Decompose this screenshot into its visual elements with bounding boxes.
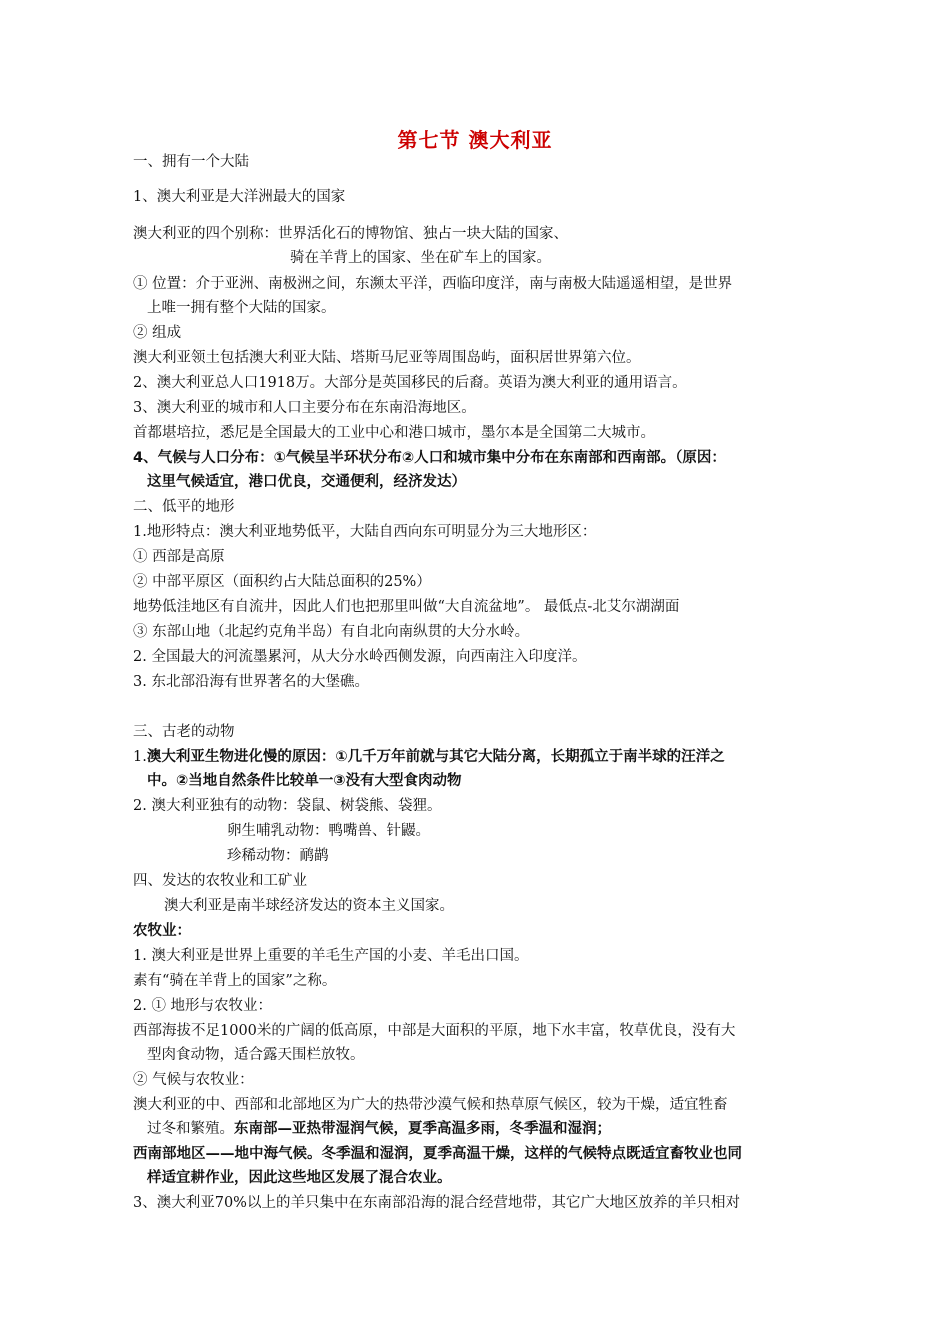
- text-line: 1、澳大利亚是大洋洲最大的国家: [133, 189, 346, 205]
- section-heading-1: 一、拥有一个大陆: [133, 154, 249, 170]
- text-line: 澳大利亚的四个别称：世界活化石的博物馆、独占一块大陆的国家、: [133, 226, 568, 242]
- text-line: 2. 全国最大的河流墨累河，从大分水岭西侧发源，向西南注入印度洋。: [133, 649, 587, 665]
- text-line: ② 气候与农牧业：: [133, 1072, 254, 1088]
- text-line: ② 中部平原区（面积约占大陆总面积的25%）: [133, 574, 431, 590]
- list-number: 1.: [133, 749, 147, 765]
- text-line: 3、澳大利亚70%以上的羊只集中在东南部沿海的混合经营地带，其它广大地区放养的羊只相对: [133, 1195, 740, 1211]
- bold-text-line: 样适宜耕作业，因此这些地区发展了混合农业。: [147, 1170, 452, 1186]
- text-line: ① 位置：介于亚洲、南极洲之间，东濒太平洋，西临印度洋，南与南极大陆遥遥相望，是世界: [133, 276, 733, 292]
- text-line: 2. ① 地形与农牧业：: [133, 998, 273, 1014]
- bold-text-line: 这里气候适宜，港口优良，交通便利，经济发达）: [147, 474, 466, 490]
- text-line: 3. 东北部沿海有世界著名的大堡礁。: [133, 674, 369, 690]
- text-line: 澳大利亚的中、西部和北部地区为广大的热带沙漠气候和热草原气候区，较为干燥，适宜牲畜: [133, 1097, 728, 1113]
- text-line: 骑在羊背上的国家、坐在矿车上的国家。: [290, 250, 551, 266]
- text-line: 1.地形特点：澳大利亚地势低平，大陆自西向东可明显分为三大地形区：: [133, 524, 597, 540]
- text-line: 地势低洼地区有自流井，因此人们也把那里叫做“大自流盆地”。 最低点-北艾尔湖湖面: [133, 599, 680, 615]
- text-line: 型肉食动物，适合露天围栏放牧。: [147, 1047, 365, 1063]
- text-line: 卵生哺乳动物：鸭嘴兽、针鼹。: [227, 823, 430, 839]
- text-line: 澳大利亚是南半球经济发达的资本主义国家。: [164, 898, 454, 914]
- page-title: 第七节 澳大利亚: [397, 128, 553, 152]
- text-line: ① 西部是高原: [133, 549, 225, 565]
- section-heading-2: 二、低平的地形: [133, 499, 235, 515]
- text-line: 3、澳大利亚的城市和人口主要分布在东南沿海地区。: [133, 400, 476, 416]
- section-heading-4: 四、发达的农牧业和工矿业: [133, 873, 307, 889]
- text-line: 上唯一拥有整个大陆的国家。: [147, 300, 336, 316]
- bold-text: 澳大利亚生物进化慢的原因：①几千万年前就与其它大陆分离，长期孤立于南半球的汪洋之: [146, 749, 725, 765]
- bold-text-line: 西南部地区——地中海气候。冬季温和湿润，夏季高温干燥，这样的气候特点既适宜畜牧业也同: [133, 1146, 742, 1162]
- text-line: 西部海拔不足1000米的广阔的低高原，中部是大面积的平原，地下水丰富，牧草优良，没有大: [133, 1023, 736, 1039]
- bold-subheading: 农牧业：: [133, 923, 191, 939]
- text-line: [133, 1117, 843, 1141]
- bold-text: 东南部—亚热带湿润气候，夏季高温多雨，冬季温和湿润；: [234, 1121, 611, 1137]
- text-line: 2、澳大利亚总人口1918万。大部分是英国移民的后裔。英语为澳大利亚的通用语言。: [133, 375, 687, 391]
- text-line: 素有“骑在羊背上的国家”之称。: [133, 973, 337, 989]
- section-heading-3: 三、古老的动物: [133, 724, 235, 740]
- text-line: 2. 澳大利亚独有的动物：袋鼠、树袋熊、袋狸。: [133, 798, 442, 814]
- text-line: 首都堪培拉，悉尼是全国最大的工业中心和港口城市，墨尔本是全国第二大城市。: [133, 425, 655, 441]
- text-line: ② 组成: [133, 325, 182, 341]
- text-line: [133, 745, 843, 769]
- text-line: 澳大利亚领土包括澳大利亚大陆、塔斯马尼亚等周围岛屿，面积居世界第六位。: [133, 350, 641, 366]
- text-line: 1. 澳大利亚是世界上重要的羊毛生产国的小麦、羊毛出口国。: [133, 948, 529, 964]
- text-line: ③ 东部山地（北起约克角半岛）有自北向南纵贯的大分水岭。: [133, 624, 530, 640]
- bold-text-line: 中。②当地自然条件比较单一③没有大型食肉动物: [147, 773, 462, 789]
- bold-text-line: 4、气候与人口分布：①气候呈半环状分布②人口和城市集中分布在东南部和西南部。（原因：: [133, 450, 726, 466]
- text-line: 珍稀动物：鸸鹋: [227, 848, 329, 864]
- text: 过冬和繁殖。: [147, 1121, 234, 1137]
